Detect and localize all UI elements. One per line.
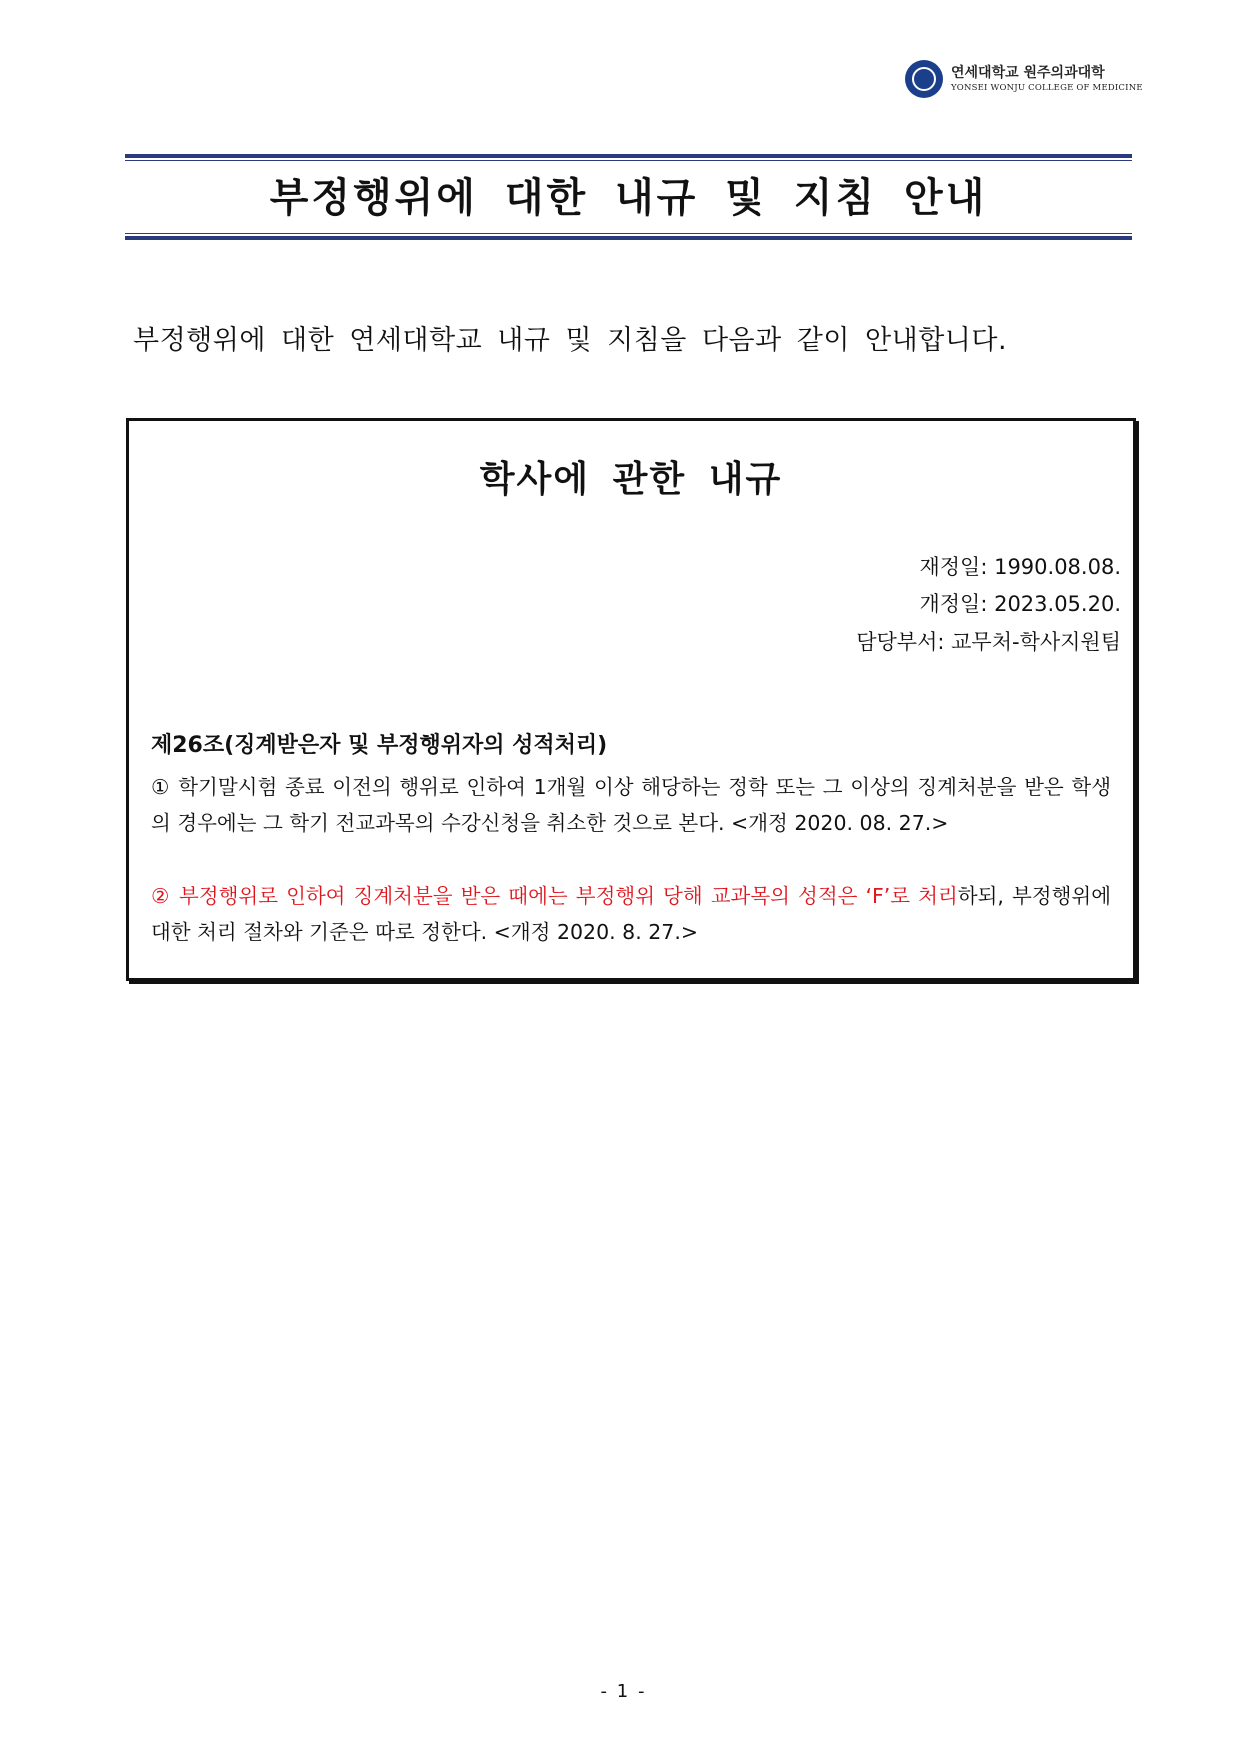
university-seal-icon [905, 60, 943, 98]
title-top-rule [125, 154, 1132, 158]
title-bottom-rule-thin [125, 233, 1132, 234]
page-number: - 1 - [600, 1681, 647, 1702]
regulation-box [126, 418, 1136, 981]
revised-date: 개정일: 2023.05.20. [919, 592, 1121, 616]
article-title: 제26조(징계받은자 및 부정행위자의 성적처리) [151, 733, 608, 758]
clause-2-highlight: ② 부정행위로 인하여 징계처분을 받은 때에는 부정행위 당해 교과목의 성적은 ‘F’로 처리 [151, 884, 958, 908]
title-bottom-rule [125, 236, 1132, 240]
document-title: 부정행위에 대한 내규 및 지침 안내 [269, 175, 988, 221]
clause-2-rest: 하되, 부정행위에 대한 처리 절차와 기준은 따로 정한다. <개정 2020. 8. 27.> [151, 884, 1112, 944]
logo-subtitle: YONSEI WONJU COLLEGE OF MEDICINE [951, 83, 1143, 93]
logo-name: 연세대학교 원주의과대학 [951, 65, 1105, 81]
title-top-rule-thin [125, 160, 1132, 161]
clause-2 [151, 878, 1111, 950]
regulation-title: 학사에 관한 내규 [479, 459, 783, 500]
intro-text: 부정행위에 대한 연세대학교 내규 및 지침을 다음과 같이 안내합니다. [133, 325, 1008, 356]
enacted-date: 재정일: 1990.08.08. [919, 555, 1121, 579]
clause-1: ① 학기말시험 종료 이전의 행위로 인하여 1개월 이상 해당하는 정학 또는 그 이상의 징계처분을 받은 학생의 경우에는 그 학기 전교과목의 수강신청을 취소한 것으로 본다. <개정 2020. 08. 27.> [151, 775, 1111, 835]
responsible-department: 담당부서: 교무처-학사지원팀 [856, 630, 1121, 654]
college-logo [905, 56, 1143, 104]
